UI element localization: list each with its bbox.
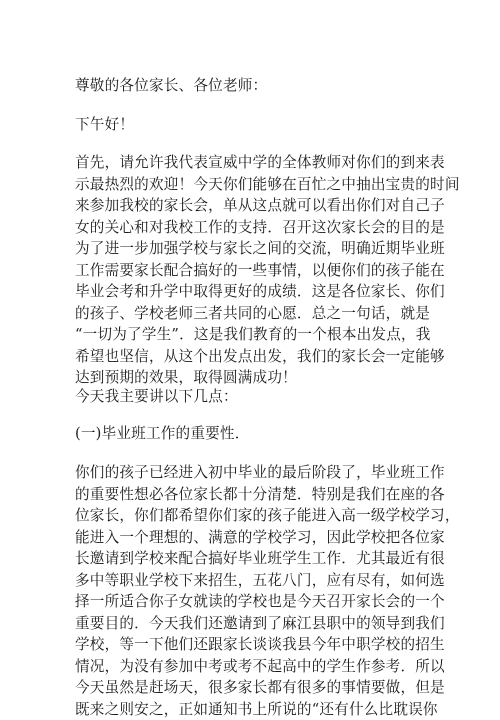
paragraph-line: 重要目的．今天我们还邀请到了麻江县职中的领导到我们 — [75, 613, 460, 635]
paragraph-line: 来参加我校的家长会，单从这点就可以看出你们对自己子 — [75, 195, 460, 217]
paragraph-line: 首先，请允许我代表宣威中学的全体教师对你们的到来表 — [75, 152, 460, 174]
paragraph-line: 择一所适合你子女就读的学校也是今天召开家长会的一个 — [75, 591, 460, 613]
paragraph-line: 为了进一步加强学校与家长之间的交流，明确近期毕业班 — [75, 238, 460, 260]
paragraph-line: 位家长，你们都希望你们家的孩子能进入高一级学校学习， — [75, 505, 460, 527]
paragraph-line: 的重要性想必各位家长都十分清楚．特别是我们在座的各 — [75, 484, 460, 506]
paragraph-line: “一切为了学生”．这是我们教育的一个根本出发点，我 — [75, 324, 460, 346]
section-heading: (一)毕业班工作的重要性． — [75, 425, 250, 442]
topics-intro: 今天我主要讲以下几点： — [75, 388, 238, 405]
paragraph-line: 长邀请到学校来配合搞好毕业班学生工作．尤其最近有很 — [75, 548, 460, 570]
paragraph-line: 你们的孩子已经进入初中毕业的最后阶段了，毕业班工作 — [75, 462, 460, 484]
paragraph-line: 能进入一个理想的、满意的学校学习，因此学校把各位家 — [75, 527, 460, 549]
paragraph-line: 今天虽然是赶场天，很多家长都有很多的事情要做，但是 — [75, 677, 460, 699]
paragraph-line: 毕业会考和升学中取得更好的成绩．这是各位家长、你们 — [75, 281, 460, 303]
greeting: 下午好！ — [75, 116, 134, 133]
salutation: 尊敬的各位家长、各位老师： — [75, 77, 267, 94]
paragraph-line: 示最热烈的欢迎！今天你们能够在百忙之中抽出宝贵的时间 — [75, 174, 460, 196]
paragraph-line: 工作需要家长配合搞好的一些事情，以便你们的孩子能在 — [75, 260, 460, 282]
paragraph-line: 希望也坚信，从这个出发点出发，我们的家长会一定能够 — [75, 346, 460, 368]
paragraph-line: 的孩子、学校老师三者共同的心愿．总之一句话，就是 — [75, 303, 460, 325]
paragraph-line: 情况，为没有参加中考或考不起高中的学生作参考．所以 — [75, 656, 460, 678]
paragraph-line: 女的关心和对我校工作的支持．召开这次家长会的目的是 — [75, 217, 460, 239]
body-paragraph — [75, 462, 460, 720]
intro-paragraph — [75, 152, 460, 389]
paragraph-line: 学校，等一下他们还跟家长谈谈我县今年中职学校的招生 — [75, 634, 460, 656]
paragraph-line: 既来之则安之，正如通知书上所说的“还有什么比耽误你 — [75, 699, 460, 720]
paragraph-line: 达到预期的效果，取得圆满成功！ — [75, 367, 460, 389]
paragraph-line: 多中等职业学校下来招生，五花八门，应有尽有，如何选 — [75, 570, 460, 592]
